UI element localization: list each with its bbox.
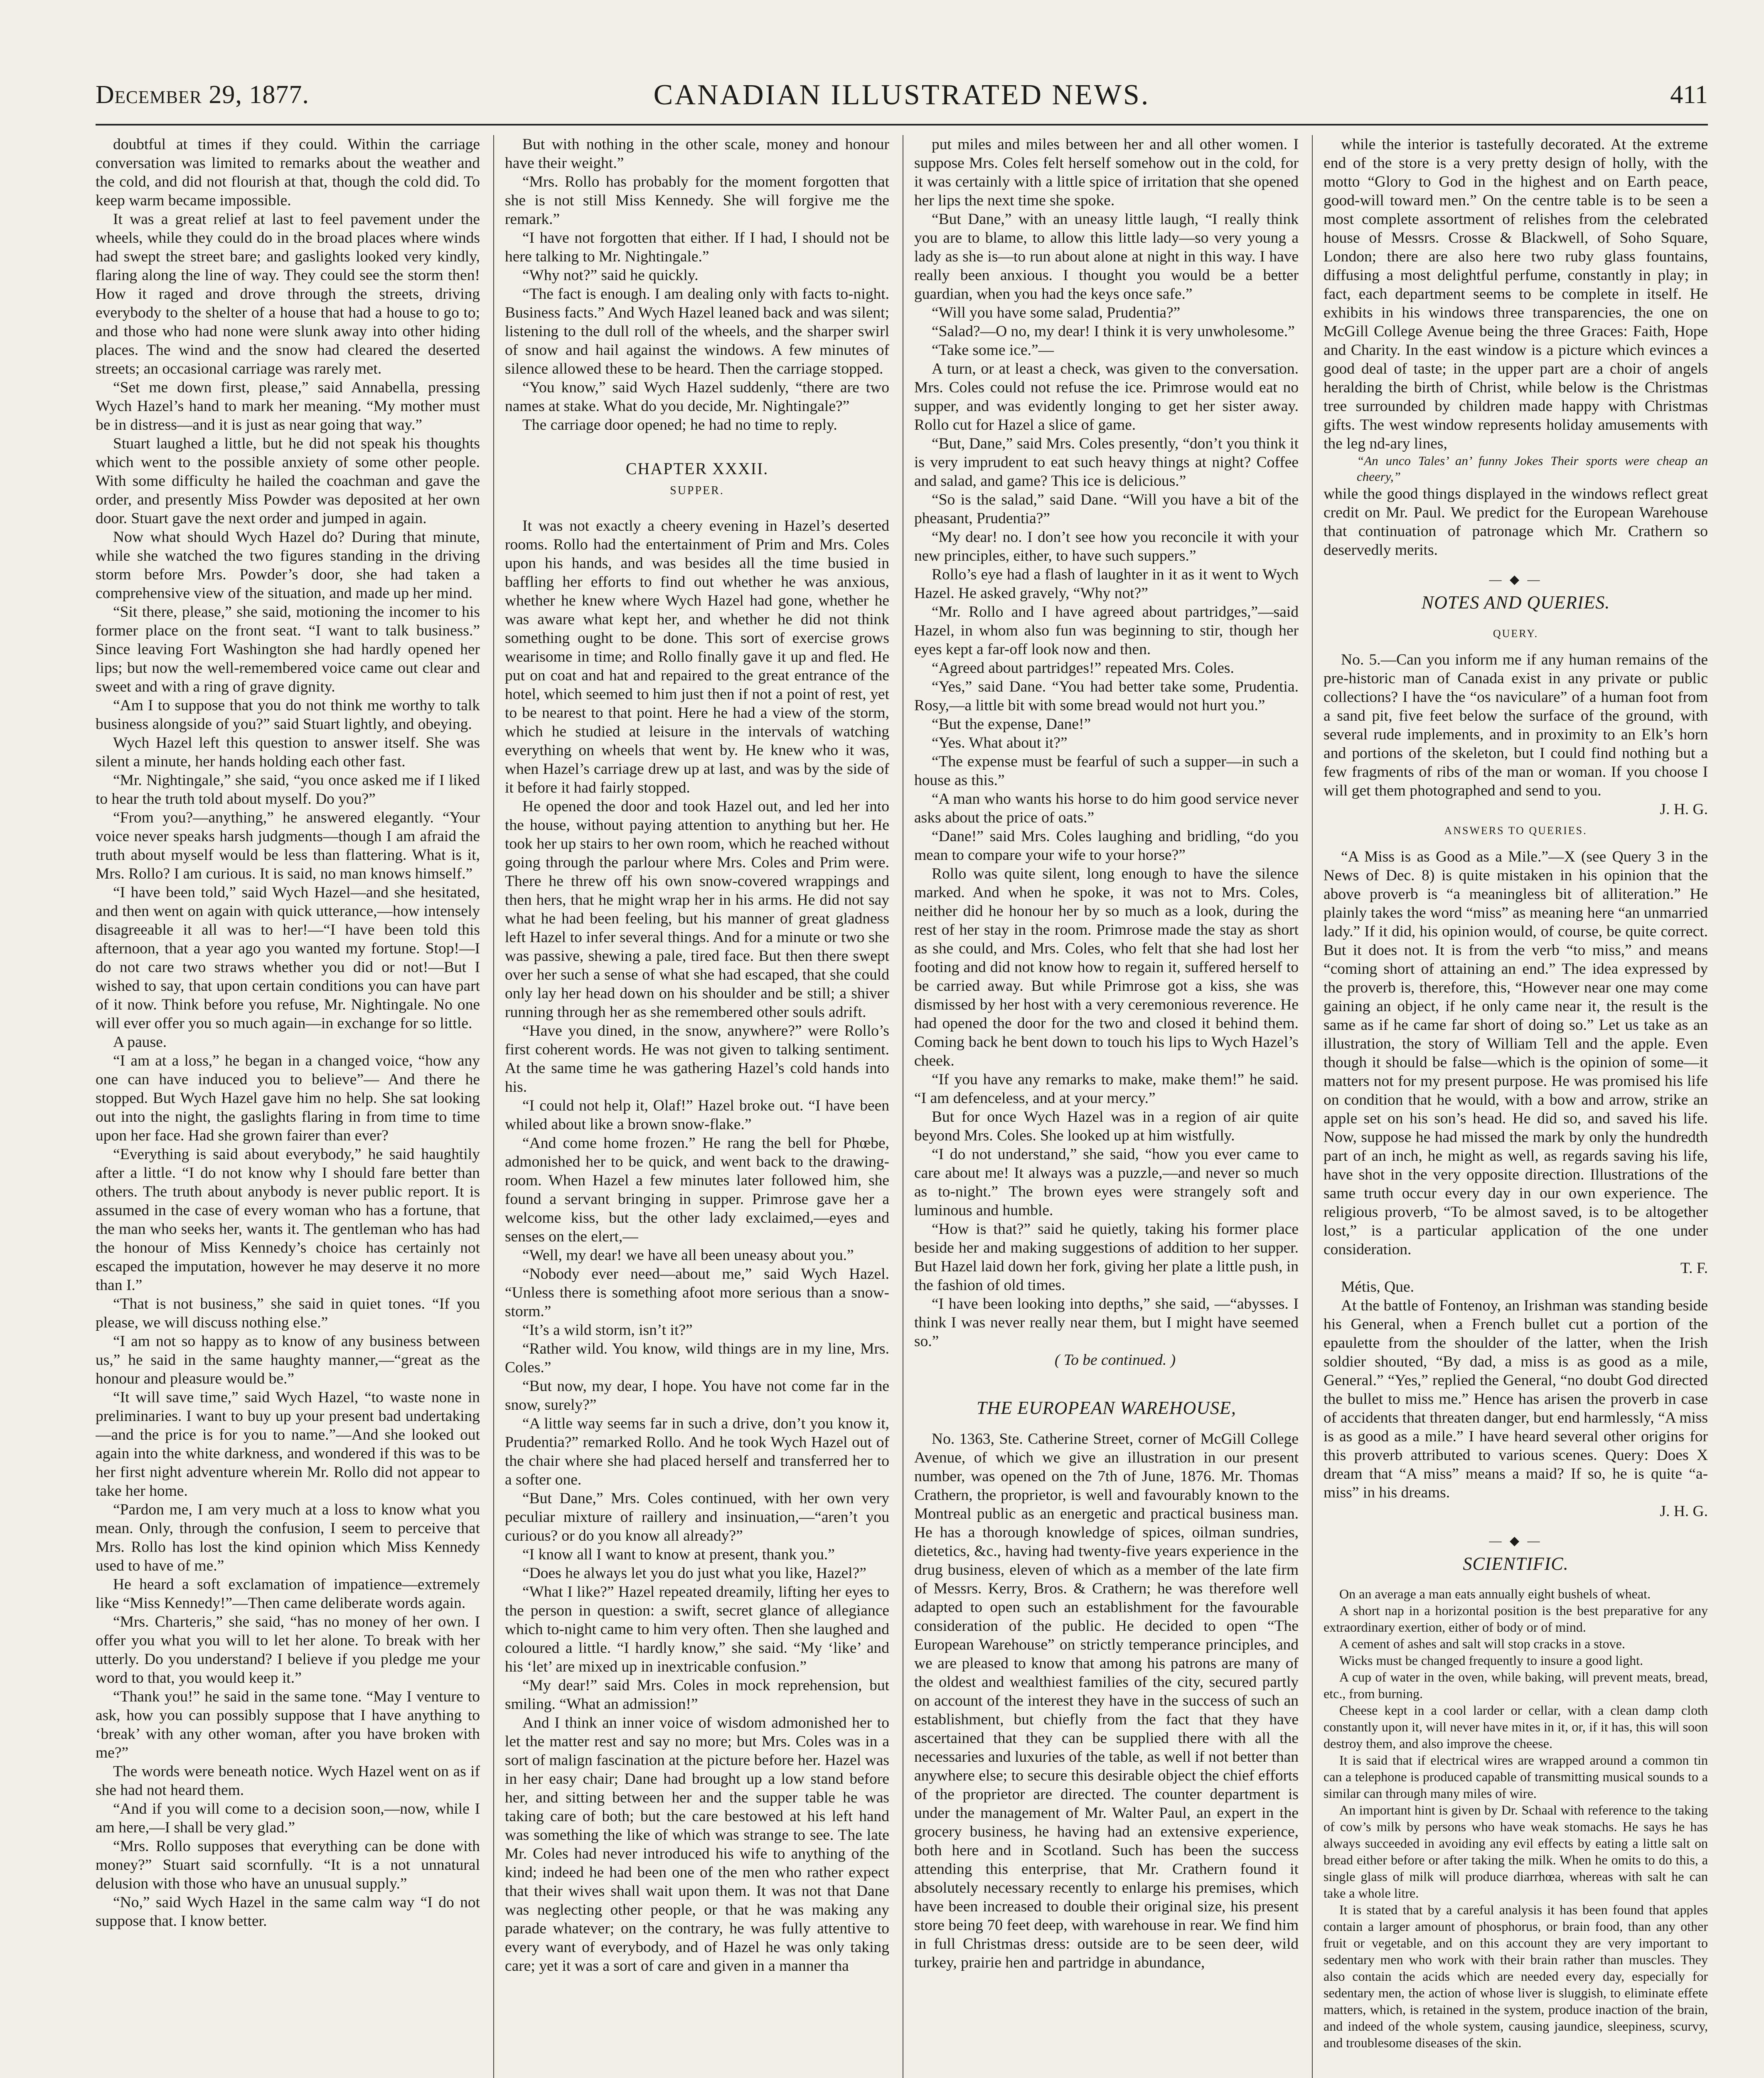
chapter-body: [505, 517, 889, 1975]
paragraph: “Yes. What about it?”: [932, 734, 1068, 751]
paragraph: “It will save time,” said Wych Hazel, “to waste none in preliminaries. I want to buy up your present bad undertaking—and the price is for you to name.”—And she looked out again into the white darkness, and wondered if this was to be her first night adventure wherein Mr. Rollo did not appear to take her home.: [96, 1389, 480, 1499]
scientific-items: [1324, 1586, 1708, 2051]
paragraph: “Why not?” said he quickly.: [522, 267, 699, 284]
paragraph: The words were beneath notice. Wych Hazel went on as if she had not heard them.: [96, 1763, 480, 1799]
paragraph: “So is the salad,” said Dane. “Will you have a bit of the pheasant, Prudentia?”: [914, 491, 1299, 527]
paragraph: He opened the door and took Hazel out, and led her into the house, without paying attention to anything but her. He took her up stairs to her own room, which he reached without going through the parlour where Mrs. Coles and Prim were. There he threw off his own snow-covered wrappings and then hers, that he might wrap her in his arms. He did not say what he had been feeling, but his manner of great gladness left Hazel to infer several things. And for a minute or two she was passive, shewing a pale, tired face. But then there swept over her such a sense of what she had escaped, that she could only lay her head down on his shoulder and be still; a shiver running through her as she remembered other souls adrift.: [505, 798, 889, 1021]
paragraph: A short nap in a horizontal position is the best preparative for any extraordinary exertion, either of body or of mind.: [1324, 1603, 1708, 1635]
paragraph: “Nobody ever need—about me,” said Wych Hazel. “Unless there is something afoot more serious than a snow-storm.”: [505, 1266, 889, 1320]
answer-1: “A Miss is as Good as a Mile.”—X (see Query 3 in the News of Dec. 8) is quite mistaken in his opinion that the above proverb is “a meaningless bit of alliteration.” He plainly takes the word “miss” as meaning here “an unmarried lady.” If it did, his opinion would, of course, be quite correct. But it does not. It is from the verb “to miss,” and means “coming short of attaining an end.” The idea expressed by the proverb is, therefore, this, “However near one may come gaining an object, if he only came near it, the result is the same as if he came far short of doing so.” Let us take as an illustration, the story of William Tell and the apple. Even though it should be false—which is the opinion of some—it matters not for my present purpose. He was promised his life on condition that he would, with a bow and arrow, strike an apple set on his son’s head. He did so, and saved his life. Now, suppose he had missed the mark by only the hundredth part of an inch, he might as well, as regards saving his life, have shot in the very opposite direction. Illustrations of the same truth occur every day in our own experience. The religious proverb, “To be almost saved, is to be altogether lost,” is a particular application of the one under consideration.: [1324, 848, 1708, 1258]
column-3: [914, 135, 1299, 2078]
paragraph: “I have not forgotten that either. If I had, I should not be here talking to Mr. Nightingale.”: [505, 229, 889, 265]
paragraph: “I could not help it, Olaf!” Hazel broke out. “I have been whiled about like a brown snow-flake.”: [505, 1097, 889, 1133]
page-number: 411: [1670, 81, 1708, 109]
paragraph: But for once Wych Hazel was in a region of air quite beyond Mrs. Coles. She looked up at him wistfully.: [914, 1108, 1299, 1144]
paragraph: It is stated that by a careful analysis it has been found that apples contain a larger amount of phosphorus, or brain food, than any other fruit or vegetable, and on this account they are very important to sedentary men who work with their brain rather than muscles. They also contain the acids which are needed every day, especially for sedentary men, the action of whose liver is sluggish, to eliminate effete matters, which, is retained in the system, produce inaction of the brain, and indeed of the whole system, causing jaundice, sleepiness, scurvy, and troublesome diseases of the skin.: [1324, 1902, 1708, 2050]
answer-1-place: Métis, Que.: [1341, 1278, 1415, 1295]
paragraph: “Pardon me, I am very much at a loss to know what you mean. Only, through the confusion, I seem to perceive that Mrs. Rollo has lost the kind opinion which Miss Kennedy used to have of me.”: [96, 1501, 480, 1574]
paragraph: “Rather wild. You know, wild things are in my line, Mrs. Coles.”: [505, 1340, 889, 1376]
paragraph: “A man who wants his horse to do him good service never asks about the price of oats.”: [914, 790, 1299, 826]
paragraph: “Sit there, please,” she said, motioning the incomer to his former place on the front seat. “I want to talk business.” Since leaving Fort Washington she had hardly opened her lips; but now the well-remembered voice came out clear and sweet and with a ring of grave dignity.: [96, 603, 480, 695]
story-continuation: [505, 135, 889, 434]
paragraph: “Set me down first, please,” said Annabella, pressing Wych Hazel’s hand to mark her meaning. “My mother must be in distress—and it is just as near going that way.”: [96, 379, 480, 433]
column-2: [505, 135, 889, 2078]
paragraph: “I do not understand,” she said, “how you ever came to care about me! It always was a puzzle,—and never so much as to-night.” The brown eyes were strangely soft and luminous and humble.: [914, 1146, 1299, 1219]
paragraph: “A little way seems far in such a drive, don’t you know it, Prudentia?” remarked Rollo. And he took Wych Hazel out of the chair where she had placed herself and transferred her to a softer one.: [505, 1415, 889, 1488]
paragraph: “Mrs. Charteris,” she said, “has no money of her own. I offer you what you will to let her alone. To break with her utterly. Do you understand? I believe if you pledge me your word to that, you would keep it.”: [96, 1613, 480, 1687]
paragraph: “Mrs. Rollo has probably for the moment forgotten that she is not still Miss Kennedy. She will forgive me the remark.”: [505, 173, 889, 228]
divider-ornament: — ◆ —: [1489, 573, 1543, 586]
european-warehouse-closing: while the good things displayed in the windows reflect great credit on Mr. Paul. We predict for the European Warehouse that continuation of patronage which Mr. Crathern so deservedly merits.: [1324, 485, 1708, 559]
paragraph: “But now, my dear, I hope. You have not come far in the snow, surely?”: [505, 1378, 889, 1413]
paragraph: It was a great relief at last to feel pavement under the wheels, while they could do in the broad places where winds had swept the street bare; and gaslights looked very kindly, flaring along the line of way. They could see the storm then! How it raged and drove through the streets, driving everybody to the shelter of a house that had a house to go to; and those who had none were slunk away into other hiding places. The wind and the snow had cleared the deserted streets; an occasional carriage was rarely met.: [96, 211, 480, 377]
paragraph: A pause.: [113, 1034, 167, 1051]
european-warehouse-continued: [1324, 135, 1708, 453]
paragraph: “I am at a loss,” he began in a changed voice, “how any one can have induced you to believe”— And there he stopped. But Wych Hazel gave him no help. She sat looking out into the night, the gaslights flaring in from time to time upon her face. Had she grown fairer than ever?: [96, 1052, 480, 1144]
paragraph: “Salad?—O no, my dear! I think it is very unwholesome.”: [932, 323, 1295, 340]
paragraph: “And if you will come to a decision soon,—now, while I am here,—I shall be very glad.”: [96, 1800, 480, 1836]
query-signature: J. H. G.: [1660, 801, 1708, 818]
paragraph: “You know,” said Wych Hazel suddenly, “there are two names at stake. What do you decide, Mr. Nightingale?”: [505, 379, 889, 415]
paragraph: Wych Hazel left this question to answer itself. She was silent a minute, her hands holding each other fast.: [96, 734, 480, 770]
paragraph: “Mr. Nightingale,” she said, “you once asked me if I liked to hear the truth told about myself. Do you?”: [96, 772, 480, 808]
paragraph: Rollo’s eye had a flash of laughter in it as it went to Wych Hazel. He asked gravely, “Why not?”: [914, 566, 1299, 602]
story-conclusion: [914, 135, 1299, 1351]
paragraph: “Dane!” said Mrs. Coles laughing and bridling, “do you mean to compare your wife to your horse?”: [914, 828, 1299, 864]
paragraph: “Well, my dear! we have all been uneasy about you.”: [522, 1247, 854, 1264]
paragraph: “That is not business,” she said in quiet tones. “If you please, we will discuss nothing else.”: [96, 1295, 480, 1331]
query-label: QUERY.: [1493, 628, 1539, 640]
paragraph: “How is that?” said he quietly, taking his former place beside her and making suggestions of addition to her supper. But Hazel laid down her fork, giving her plate a little push, in the fashion of old times.: [914, 1221, 1299, 1294]
answer-1-signature: T. F.: [1680, 1260, 1708, 1277]
paragraph: “But, Dane,” said Mrs. Coles presently, “don’t you think it is very imprudent to eat such heavy things at night? Coffee and salad, and game? This ice is delicious.”: [914, 435, 1299, 490]
paragraph: Wicks must be changed frequently to insure a good light.: [1339, 1653, 1643, 1668]
paragraph: “The expense must be fearful of such a supper—in such a house as this.”: [914, 753, 1299, 789]
paragraph: On an average a man eats annually eight bushels of wheat.: [1339, 1586, 1651, 1601]
paragraph: It was not exactly a cheery evening in Hazel’s deserted rooms. Rollo had the entertainment of Prim and Mrs. Coles upon his hands, and was besides all the time busied in baffling her efforts to find out whether he was anxious, whether he knew where Wych Hazel had gone, whether he was aware what kept her, and whether he did not think something ought to be done. This sort of exercise grows wearisome in time; and Rollo finally gave it up and fled. He put on coat and hat and repaired to the great entrance of the hotel, which seemed to him just then if not a point of rest, yet to be nearest to that point. Here he had a view of the storm, which he studied at leisure in the intervals of watching everything on wheels that went by. He knew who it was, when Hazel’s carriage drew up at last, and was by the side of it before it had fairly stopped.: [505, 517, 889, 796]
paragraph: “I have been looking into depths,” she said, —“abysses. I think I was never really near them, but I might have seemed so.”: [914, 1295, 1299, 1350]
answer-2: At the battle of Fontenoy, an Irishman was standing beside his General, when a French bullet cut a portion of the epaulette from the shoulder of the latter, when the Irish soldier shouted, “By dad, a miss is as good as a mile, General.” “Yes,” replied the General, “no doubt God directed the bullet to miss me.” Hence has arisen the proverb in case of accidents that threaten danger, but end harmlessly, “A miss is as good as a mile.” I have heard several other origins for this proverb attributed to various scenes. Query: Does X dream that “A miss” means a maid? If so, he is quite “a-miss” in his dreams.: [1324, 1297, 1708, 1501]
paragraph: “My dear!” said Mrs. Coles in mock reprehension, but smiling. “What an admission!”: [505, 1677, 889, 1713]
paragraph: “Yes,” said Dane. “You had better take some, Prudentia. Rosy,—a little bit with some bread would not hurt you.”: [914, 678, 1299, 714]
query-text: No. 5.—Can you inform me if any human remains of the pre-historic man of Canada exist in any private or public collections? I have the “os naviculare” of a human foot from a sand pit, five feet below the surface of the ground, with several rude implements, and in proximity to an Elk’s horn and portions of the skeleton, but I could find nothing but a few fragments of ribs of the man or woman. If you choose I will get them photographed and send to you.: [1324, 651, 1708, 799]
notes-queries-heading: NOTES AND QUERIES.: [1421, 592, 1610, 613]
paragraph: Stuart laughed a little, but he did not speak his thoughts which went to the possible anxiety of some other people. With some difficulty he hailed the coachman and gave the order, and presently Miss Powder was deposited at her own door. Stuart gave the next order and jumped in again.: [96, 435, 480, 527]
paragraph: “Am I to suppose that you do not think me worthy to talk business alongside of you?” said Stuart lightly, and obeying.: [96, 697, 480, 733]
paragraph: It is said that if electrical wires are wrapped around a common tin can a telephone is produced capable of transmitting musical sounds to a similar can through many miles of wire.: [1324, 1753, 1708, 1801]
paragraph: “I know all I want to know at present, thank you.”: [522, 1546, 835, 1563]
paragraph: Rollo was quite silent, long enough to have the silence marked. And when he spoke, it was not to Mrs. Coles, neither did he honour her by so much as a look, during the rest of her stay in the room. Primrose made the stay as short as she could, and Mrs. Coles, who felt that she had lost her footing and did not know how to regain it, suffered herself to be carried away. But while Primrose got a kiss, she was dismissed by her host with a very ceremonious reverence. He had opened the door for the two and closed it behind them. Coming back he bent down to touch his lips to Wych Hazel’s cheek.: [914, 865, 1299, 1069]
paragraph: “Will you have some salad, Prudentia?”: [932, 304, 1181, 321]
paragraph: A cement of ashes and salt will stop cracks in a stove.: [1339, 1636, 1625, 1651]
paragraph: “But Dane,” Mrs. Coles continued, with her own very peculiar mixture of raillery and insinuation,—“aren’t you curious? or do you know all already?”: [505, 1490, 889, 1544]
paragraph: A cup of water in the oven, while baking, will prevent meats, bread, etc., from burning.: [1324, 1669, 1708, 1701]
paragraph: “The fact is enough. I am dealing only with facts to-night. Business facts.” And Wych Hazel leaned back and was silent; listening to the dull roll of the wheels, and the sharper swirl of snow and hail against the windows. A few minutes of silence allowed these to be heard. Then the carriage stopped.: [505, 286, 889, 377]
paragraph: “Mrs. Rollo supposes that everything can be done with money?” Stuart said scornfully. “It is a not unnatural delusion with those who have an unusual supply.”: [96, 1838, 480, 1892]
paragraph: But with nothing in the other scale, money and honour have their weight.”: [505, 136, 889, 172]
paragraph: “I have been told,” said Wych Hazel—and she hesitated, and then went on again with quick utterance,—how intensely disagreeable it all was to her!—“I have been told this afternoon, that a year ago you wanted my fortune. Stop!—I do not care two straws whether you did or not!—But I wished to say, that upon certain conditions you can have part of it now. Think before you refuse, Mr. Nightingale. No one will ever offer you so much again—in exchange for so little.: [96, 884, 480, 1032]
paragraph: Now what should Wych Hazel do? During that minute, while she watched the two figures standing in the driving storm before Mrs. Powder’s door, she had taken a comprehensive view of the situation, and made up her mind.: [96, 529, 480, 602]
paragraph: And I think an inner voice of wisdom admonished her to let the matter rest and say no more; but Mrs. Coles was in a sort of malign fascination at the picture before her. Hazel was in her easy chair; Dane had brought up a low stand before her, and sitting between her and the supper table he was taking care of both; but the care bestowed at his left hand was something the like of which was strange to see. The late Mr. Coles had never introduced his wife to anything of the kind; indeed he had been one of the men who rather expect that their wives shall wait upon them. It was not that Dane was neglecting other people, or that he was making any parade whatever; on the contrary, he was fully attentive to every want of everybody, and of Hazel he was only taking care; yet it was a sort of care and given in a manner tha: [505, 1714, 889, 1975]
european-warehouse-heading: THE EUROPEAN WAREHOUSE,: [977, 1398, 1236, 1418]
column-1: [96, 135, 480, 2078]
paragraph: “Thank you!” he said in the same tone. “May I venture to ask, how you can possibly suppose that I have anything to ‘break’ with any other woman, after you have broken with me?”: [96, 1688, 480, 1761]
paragraph: “And come home frozen.” He rang the bell for Phœbe, admonished her to be quick, and went back to the drawing-room. When Hazel a few minutes later followed him, she found a servant bringing in supper. Primrose gave her a welcome kiss, but the other lady exclaimed,—eyes and senses on the elert,—: [505, 1135, 889, 1245]
column-rule: [1312, 135, 1313, 2078]
paragraph: “Mr. Rollo and I have agreed about partridges,”—said Hazel, in whom also fun was beginning to stir, though her eyes kept a far-off look now and then.: [914, 603, 1299, 658]
paragraph: doubtful at times if they could. Within the carriage conversation was limited to remarks about the weather and the cold, and did not flourish at that, though the cold did. To keep warm became impossible.: [96, 136, 480, 209]
paragraph: No. 1363, Ste. Catherine Street, corner of McGill College Avenue, of which we give an illustration in our present number, was opened on the 7th of June, 1876. Mr. Thomas Crathern, the proprietor, is well and favourably known to the Montreal public as an energetic and practical business man. He has a thorough knowledge of spices, oilman sundries, dietetics, &c., having had twenty-five years experience in the drug business, eleven of which as a member of the late firm of Messrs. Kerry, Bros. & Crathern; he was therefore well adapted to open such an establishment for the favourable consideration of the public. He decided to open “The European Warehouse” on strictly temperance principles, and we are pleased to know that among his patrons are many of the oldest and wealthiest families of the city, secured partly on account of the interest they have in the success of such an establishment, but chiefly from the fact that they have ascertained that they can be supplied there with all the necessaries and luxuries of the table, as well if not better than anywhere else; to secure this desirable object the chief efforts of the proprietor are directed. The counter department is under the management of Mr. Walter Paul, an expert in the grocery business, he having had an extensive experience, both here and in Scotland. Such has been the success attending this enterprise, that Mr. Crathern found it absolutely necessary recently to enlarge his premises, which have been increased to double their original size, his present store being 70 feet deep, with warehouse in rear. We find him in full Christmas dress: outside are to be seen deer, wild turkey, prairie hen and partridge in abundance,: [914, 1430, 1299, 1971]
paragraph: “I am not so happy as to know of any business between us,” he said in the same haughty manner,—“great as the honour and pleasure would be.”: [96, 1333, 480, 1387]
paragraph: put miles and miles between her and all other women. I suppose Mrs. Coles felt herself somehow out in the cold, for it was certainly with a little spice of irritation that she opened her lips the next time she spoke.: [914, 136, 1299, 209]
issue-date: December 29, 1877.: [96, 81, 309, 109]
paragraph: Cheese kept in a cool larder or cellar, with a clean damp cloth constantly upon it, will never have mites in it, or, if it has, this will soon destroy them, and also improve the cheese.: [1324, 1703, 1708, 1751]
masthead: [96, 73, 1708, 123]
scientific-heading: SCIENTIFIC.: [1463, 1554, 1569, 1574]
chapter-subtitle: SUPPER.: [670, 484, 724, 497]
paragraph: He heard a soft exclamation of impatience—extremely like “Miss Kennedy!”—Then came deliberate words again.: [96, 1576, 480, 1612]
paragraph: “If you have any remarks to make, make them!” he said. “I am defenceless, and at your mercy.”: [914, 1071, 1299, 1107]
paragraph: “What I like?” Hazel repeated dreamily, lifting her eyes to the person in question: a swift, secret glance of allegiance which to-night came to him very often. Then she laughed and coloured a little. “I hardly know,” she said. “My ‘like’ and his ‘let’ are mixed up in inextricable confusion.”: [505, 1583, 889, 1675]
newspaper-title: CANADIAN ILLUSTRATED NEWS.: [653, 79, 1150, 111]
poem-quote: “An unco Tales’ an’ funny Jokes Their sports were cheap an cheery,”: [1357, 453, 1708, 484]
paragraph: “Does he always let you do just what you like, Hazel?”: [522, 1565, 866, 1582]
paragraph: “No,” said Wych Hazel in the same calm way “I do not suppose that. I know better.: [96, 1894, 480, 1930]
paragraph: “But the expense, Dane!”: [932, 716, 1091, 733]
paragraph: while the interior is tastefully decorated. At the extreme end of the store is a very pretty design of holly, with the motto “Glory to God in the highest and on Earth peace, good-will toward men.” On the centre table is to be seen a most complete assortment of relishes from the celebrated house of Messrs. Crosse & Blackwell, of Soho Square, London; there are also here two ruby glass fountains, diffusing a most delightful perfume, constantly in play; in fact, each department seems to be complete in itself. He exhibits in his windows three transparencies, the one on McGill College Avenue being the three Graces: Faith, Hope and Charity. In the east window is a picture which evinces a good deal of taste; in the upper part are a choir of angels heralding the birth of Christ, while below is the Christmas tree surrounded by children made happy with Christmas gifts. The west window represents holiday amusements with the leg nd-ary lines,: [1324, 136, 1708, 452]
answers-label: ANSWERS TO QUERIES.: [1444, 825, 1587, 837]
paragraph: “Have you dined, in the snow, anywhere?” were Rollo’s first coherent words. He was not given to talking sentiment. At the same time he was gathering Hazel’s cold hands into his.: [505, 1022, 889, 1096]
answer-2-signature: J. H. G.: [1660, 1503, 1708, 1520]
paragraph: “Take some ice.”—: [932, 342, 1054, 359]
paragraph: An important hint is given by Dr. Schaal with reference to the taking of cow’s milk by persons who have weak stomachs. He says he has always succeeded in avoiding any evil effects by eating a little salt on bread either before or after taking the milk. When he omits to do this, a single glass of milk will produce diarrhœa, whereas with salt he can take a whole litre.: [1324, 1802, 1708, 1901]
to-be-continued: ( To be continued. ): [1054, 1352, 1176, 1369]
paragraph: The carriage door opened; he had no time to reply.: [522, 416, 837, 433]
paragraph: A turn, or at least a check, was given to the conversation. Mrs. Coles could not refuse the ice. Primrose would eat no supper, and was evidently longing to get her sister away. Rollo cut for Hazel a slice of game.: [914, 360, 1299, 433]
divider-ornament: — ◆ —: [1489, 1534, 1543, 1548]
paragraph: “My dear! no. I don’t see how you reconcile it with your new principles, either, to have such suppers.”: [914, 529, 1299, 564]
paragraph: “Agreed about partridges!” repeated Mrs. Coles.: [932, 660, 1234, 677]
paragraph: “Everything is said about everybody,” he said haughtily after a little. “I do not know why I should fare better than others. The truth about anybody is never public report. It is assumed in the case of every woman who has a fortune, that the man who seeks her, wants it. The gentleman who has had the honour of Miss Kennedy’s choice has certainly not escaped the imputation, however he may deserve it no more than I.”: [96, 1146, 480, 1294]
column-4: [1324, 135, 1708, 2078]
masthead-rule: [96, 124, 1708, 126]
paragraph: “It’s a wild storm, isn’t it?”: [522, 1322, 693, 1339]
chapter-title: CHAPTER XXXII.: [625, 459, 769, 478]
column-rule: [493, 135, 494, 2078]
paragraph: “But Dane,” with an uneasy little laugh, “I really think you are to blame, to allow this little lady—so very young a lady as she is—to run about alone at night in this way. I have really been anxious. I thought you would be a better guardian, when you had the keys once safe.”: [914, 211, 1299, 303]
paragraph: “From you?—anything,” he answered elegantly. “Your voice never speaks harsh judgments—though I am afraid the truth about myself would be less than flattering. What is it, Mrs. Rollo? I am curious. It is said, no man knows himself.”: [96, 809, 480, 882]
european-warehouse-body: [914, 1430, 1299, 1972]
